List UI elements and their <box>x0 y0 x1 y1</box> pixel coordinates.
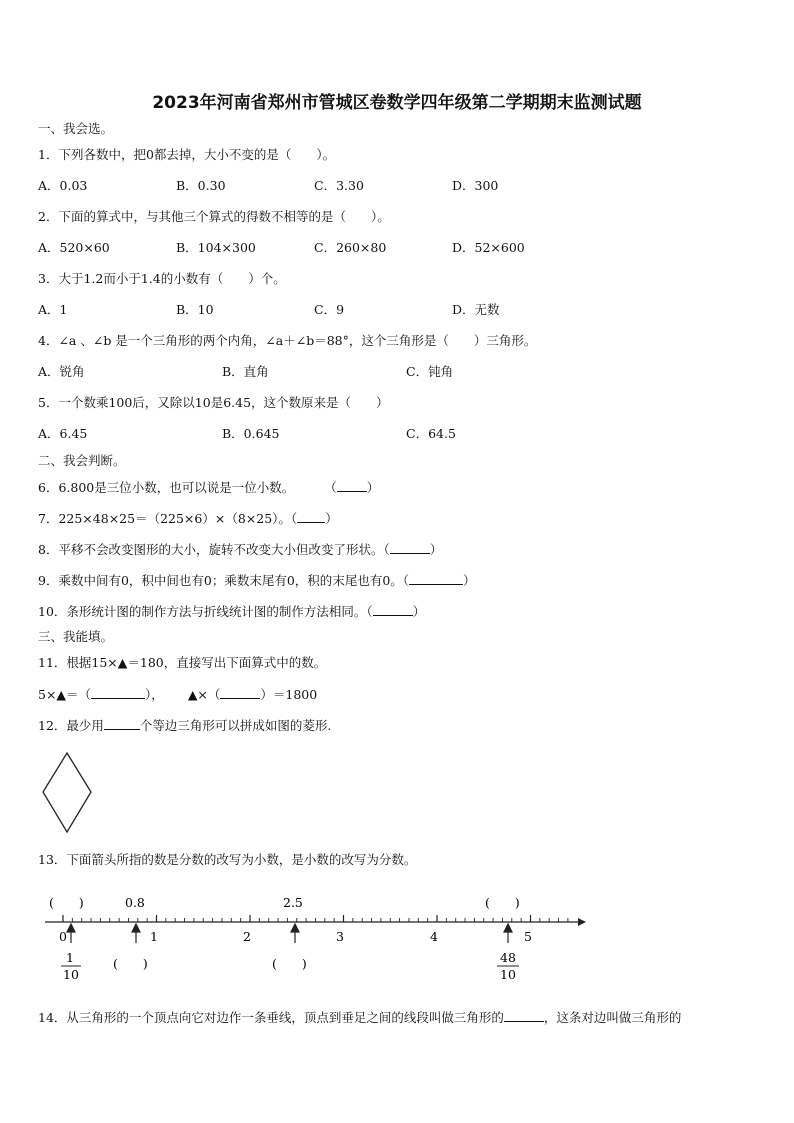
tick-label-4: 4 <box>430 929 438 944</box>
question-7-paren-close: ） <box>325 511 338 526</box>
question-7 <box>38 510 338 527</box>
question-5-option-b[interactable]: B．0.645 <box>222 426 280 441</box>
question-2-option-c[interactable]: C．260×80 <box>314 240 387 255</box>
question-10 <box>38 603 425 620</box>
arrow-head-1 <box>67 924 75 932</box>
question-8-paren-close: ） <box>429 542 443 557</box>
question-11-text: 11．根据15×▲＝180，直接写出下面算式中的数。 <box>38 655 327 670</box>
question-2-option-d[interactable]: D．52×600 <box>452 240 525 255</box>
question-2-option-a[interactable]: A．520×60 <box>38 240 110 255</box>
question-4-text: 4．∠a 、∠b 是一个三角形的两个内角，∠a＋∠b＝88°，这个三角形是（ ）三角形。 <box>38 333 537 348</box>
question-11-expr1-pre: 5×▲＝（ <box>38 687 92 702</box>
question-3-option-a[interactable]: A．1 <box>38 302 68 317</box>
question-6-paren-open: （ <box>324 480 337 495</box>
tick-label-1: 1 <box>150 929 158 944</box>
question-1-option-d[interactable]: D．300 <box>452 178 499 193</box>
question-10-answer-blank[interactable] <box>373 603 413 616</box>
question-1-option-a[interactable]: A．0.03 <box>38 178 88 193</box>
question-10-paren-open: （ <box>366 604 373 619</box>
question-6-answer-blank[interactable] <box>337 479 367 492</box>
question-14 <box>38 1009 768 1026</box>
question-9-answer-blank[interactable] <box>409 572 463 585</box>
pointer-arrows <box>67 924 512 943</box>
question-6-text: 6．6.800是三位小数，也可以说是一位小数。 <box>38 480 295 495</box>
question-3-option-c[interactable]: C．9 <box>314 302 345 317</box>
question-12-post: 个等边三角形可以拼成如图的菱形. <box>139 718 332 733</box>
question-10-text: 10．条形统计图的制作方法与折线统计图的制作方法相同。 <box>38 604 367 619</box>
rhombus-shape <box>43 753 91 832</box>
question-4-option-a[interactable]: A．锐角 <box>38 364 85 379</box>
fraction-2-numerator: 48 <box>500 950 516 965</box>
question-6-paren-close: ） <box>366 480 380 495</box>
tick-label-3: 3 <box>336 929 344 944</box>
question-13-text: 13．下面箭头所指的数是分数的改写为小数，是小数的改写为分数。 <box>38 852 417 867</box>
arrow-head-2 <box>132 924 140 932</box>
question-12-answer-blank[interactable] <box>104 717 140 730</box>
question-7-answer-blank[interactable] <box>297 510 325 523</box>
page-title: 2023年河南省郑州市管城区卷数学四年级第二学期期末监测试题 <box>152 93 642 113</box>
question-9-paren-close: ） <box>463 573 476 588</box>
question-3-option-d[interactable]: D．无数 <box>452 302 500 317</box>
question-8-paren-open: （ <box>383 542 390 557</box>
question-10-paren-close: ） <box>412 604 426 619</box>
above-label-2.5: 2.5 <box>283 895 303 910</box>
question-11-blank-2[interactable] <box>220 686 260 699</box>
section-heading-fill: 三、我能填。 <box>38 629 114 644</box>
question-11-expr2-post: ）＝1800 <box>260 687 318 702</box>
fraction-2-denominator: 10 <box>500 967 516 982</box>
question-12 <box>38 717 331 734</box>
arrow-head-4 <box>504 924 512 932</box>
question-9 <box>38 572 476 589</box>
above-label-blank-2[interactable]: ( ) <box>485 895 520 910</box>
question-11-blank-1[interactable] <box>91 686 145 699</box>
number-line-arrowhead <box>578 918 586 926</box>
question-8 <box>38 541 442 558</box>
question-7-text: 7．225×48×25＝（225×6）×（8×25）。 <box>38 511 291 526</box>
question-5-option-c[interactable]: C．64.5 <box>406 426 456 441</box>
arrow-head-3 <box>291 924 299 932</box>
above-label-0.8: 0.8 <box>125 895 145 910</box>
tick-label-0: 0 <box>59 929 67 944</box>
question-1-option-b[interactable]: B．0.30 <box>176 178 226 193</box>
question-9-paren-open: （ <box>402 573 410 588</box>
question-7-paren-open: （ <box>290 511 298 526</box>
question-2-option-b[interactable]: B．104×300 <box>176 240 256 255</box>
question-14-post: ，这条对边叫做三角形的 <box>543 1010 682 1025</box>
question-12-pre: 12．最少用 <box>38 718 104 733</box>
question-8-answer-blank[interactable] <box>390 541 430 554</box>
question-2-text: 2．下面的算式中，与其他三个算式的得数不相等的是（ ）。 <box>38 209 390 224</box>
tick-label-5: 5 <box>524 929 532 944</box>
question-5-text: 5．一个数乘100后，又除以10是6.45，这个数原来是（ ） <box>38 395 389 410</box>
below-label-blank-1[interactable]: ( ) <box>113 956 148 971</box>
question-4-option-c[interactable]: C．钝角 <box>406 364 454 379</box>
question-4-option-b[interactable]: B．直角 <box>222 364 269 379</box>
question-11-expr2-pre: ▲×（ <box>187 687 221 702</box>
tick-label-2: 2 <box>243 929 251 944</box>
question-14-pre: 14．从三角形的一个顶点向它对边作一条垂线，顶点到垂足之间的线段叫做三角形的 <box>38 1010 504 1025</box>
below-label-blank-2[interactable]: ( ) <box>272 956 307 971</box>
question-14-answer-blank[interactable] <box>504 1009 544 1022</box>
question-6 <box>38 479 379 496</box>
number-line-figure <box>30 890 590 990</box>
question-3-option-b[interactable]: B．10 <box>176 302 214 317</box>
section-heading-judge: 二、我会判断。 <box>38 453 126 468</box>
question-9-text: 9．乘数中间有0，积中间也有0；乘数末尾有0，积的末尾也有0。 <box>38 573 403 588</box>
number-line-ticks <box>63 915 568 922</box>
section-heading-choice: 一、我会选。 <box>38 121 114 136</box>
question-1-option-c[interactable]: C．3.30 <box>314 178 364 193</box>
rhombus-figure <box>38 750 98 840</box>
fraction-1-denominator: 10 <box>63 967 79 982</box>
question-3-text: 3．大于1.2而小于1.4的小数有（ ）个。 <box>38 271 286 286</box>
question-8-text: 8．平移不会改变图形的大小，旋转不改变大小但改变了形状。 <box>38 542 384 557</box>
above-label-blank-1[interactable]: ( ) <box>49 895 84 910</box>
question-11-expressions <box>38 686 317 703</box>
fraction-1-numerator: 1 <box>66 950 74 965</box>
question-1-text: 1．下列各数中，把0都去掉，大小不变的是（ ）。 <box>38 147 336 162</box>
question-5-option-a[interactable]: A．6.45 <box>38 426 88 441</box>
question-11-expr1-post: ）， <box>145 687 164 702</box>
